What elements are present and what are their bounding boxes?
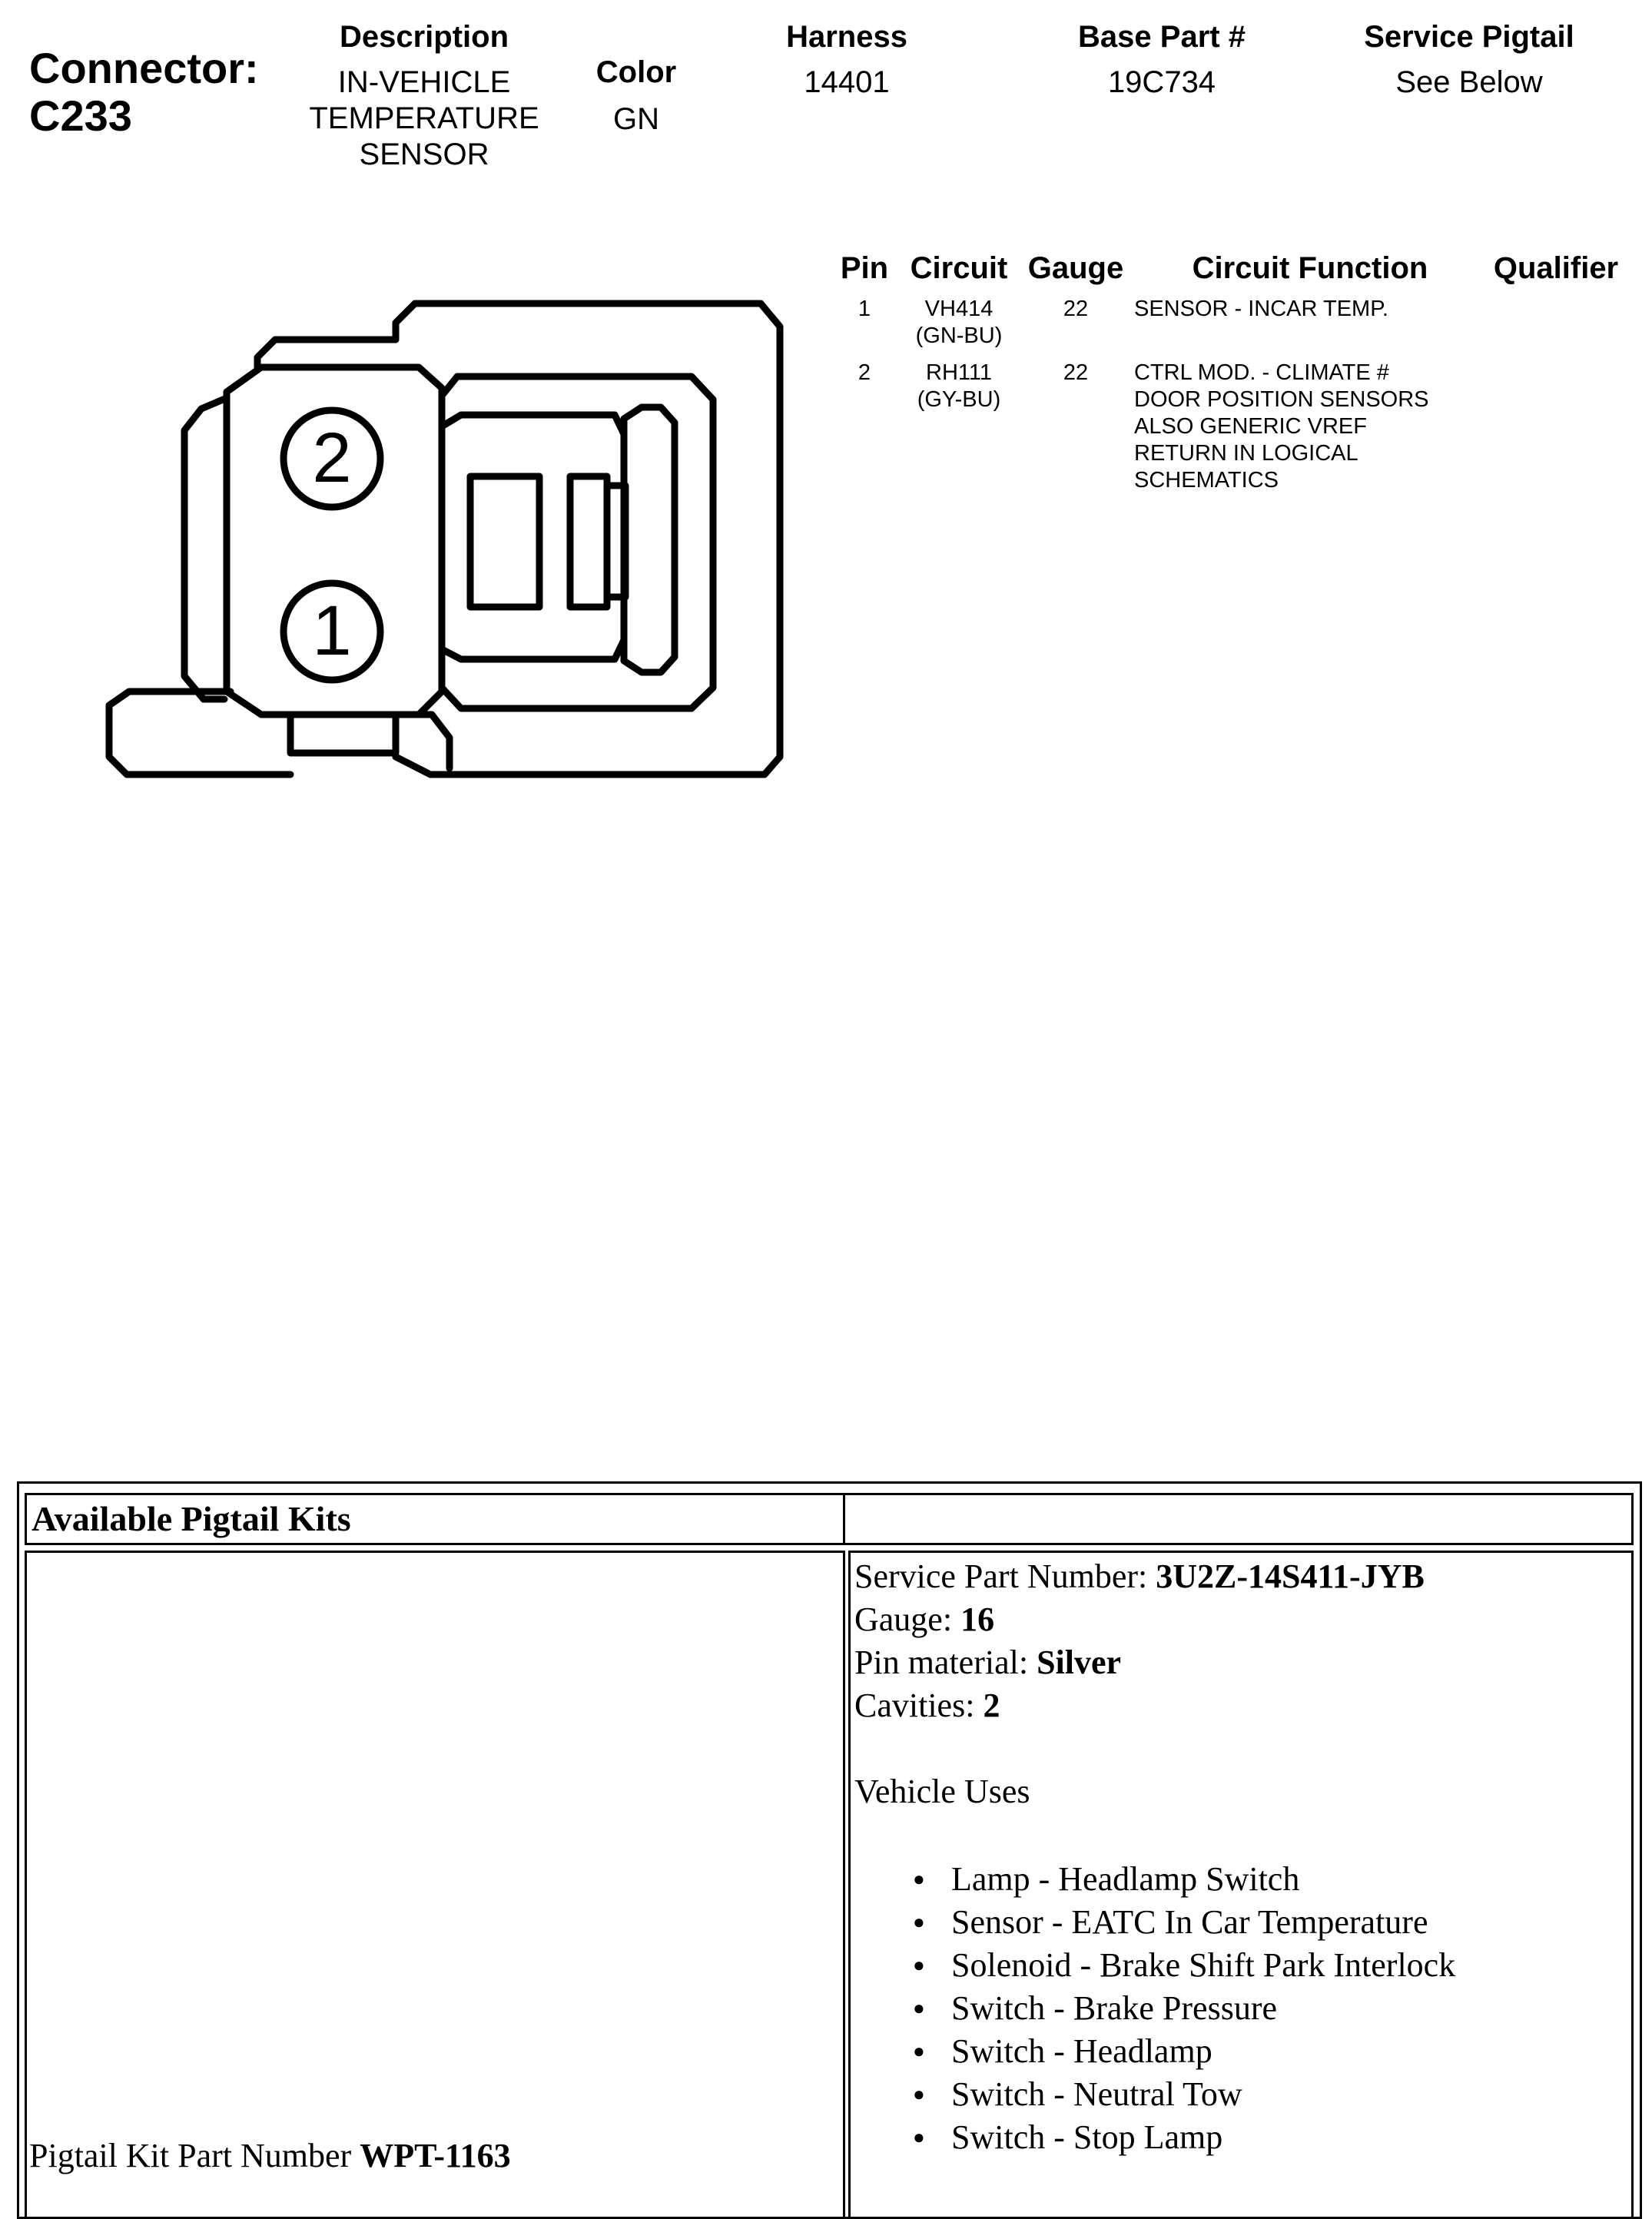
pin-table-pin: 1 (858, 297, 871, 321)
circuit-id: RH111 (926, 360, 992, 385)
connector-left-shoulder (184, 398, 227, 699)
pin-table-circuit (897, 296, 1020, 350)
connector-lock-tab (109, 692, 290, 774)
pigtail-kits-title: Available Pigtail Kits (32, 1499, 351, 1538)
description-header: Description (339, 20, 509, 54)
service-pigtail-header: Service Pigtail (1364, 20, 1574, 54)
pin-material-value: Silver (1037, 1644, 1122, 1681)
vehicle-uses-heading: Vehicle Uses (854, 1773, 1030, 1810)
circuit-color: (GN-BU) (915, 323, 1003, 348)
connector-lock-tab-inner (290, 715, 396, 753)
base-part-value: 19C734 (1107, 65, 1216, 99)
service-part-number (854, 1555, 1623, 1598)
pigtail-kits-title-blank (845, 1493, 1634, 1545)
description-line: TEMPERATURE (309, 101, 539, 135)
connector-housing-step (257, 303, 415, 367)
vehicle-uses-list (913, 1858, 1623, 2159)
color-header: Color (595, 55, 677, 89)
pin-table-header-function: Circuit Function (1192, 251, 1428, 285)
vehicle-use-item: ● Switch - Brake Pressure (913, 1987, 1623, 2030)
connector-key-tip (607, 486, 625, 597)
pin-table-gauge: 22 (1063, 360, 1089, 385)
gauge-label: Gauge: (854, 1600, 961, 1638)
color-value: GN (613, 102, 659, 136)
pin-material-label: Pin material: (854, 1644, 1037, 1681)
kit-part-value: WPT-1163 (360, 2137, 511, 2174)
connector-label: Connector: (29, 44, 259, 92)
pin-table-circuit (897, 360, 1020, 413)
connector-diagram (0, 0, 845, 807)
circuit-id: VH414 (924, 297, 994, 321)
description-line: IN-VEHICLE (337, 65, 511, 99)
vehicle-use-item: ● Solenoid - Brake Shift Park Interlock (913, 1944, 1623, 1987)
pin-table-function: SENSOR - INCAR TEMP. (1134, 297, 1388, 321)
pin-1-label: 1 (312, 592, 352, 670)
pin-table-header-pin: Pin (840, 251, 889, 285)
pigtail-kit-cell (25, 1551, 845, 2219)
connector-key-slot (470, 476, 539, 607)
kit-part-label: Pigtail Kit Part Number (29, 2137, 360, 2174)
vehicle-use-item: ● Lamp - Headlamp Switch (913, 1858, 1623, 1901)
service-part-label: Service Part Number: (854, 1557, 1156, 1595)
cavities-row (854, 1684, 1623, 1727)
pin-table-header-circuit: Circuit (910, 251, 1008, 285)
vehicle-use-item: ● Switch - Stop Lamp (913, 2116, 1623, 2159)
pigtail-details (854, 1555, 1623, 2159)
pin-table-gauge: 22 (1063, 297, 1089, 321)
pin-table-header-gauge: Gauge (1027, 251, 1124, 285)
pin-table-function: CTRL MOD. - CLIMATE # DOOR POSITION SENSORS ALSO GENERIC VREF RETURN IN LOGICAL SCHEMATICS (1134, 360, 1429, 493)
connector-latch-pill (624, 407, 675, 672)
gauge-row (854, 1598, 1623, 1641)
pigtail-kits-title-cell (25, 1493, 845, 1545)
connector-id: C233 (29, 91, 132, 140)
cavities-label: Cavities: (854, 1687, 984, 1724)
pin-table-header-qualifier: Qualifier (1493, 251, 1619, 285)
description-line: SENSOR (359, 138, 489, 171)
vehicle-use-item: ● Switch - Neutral Tow (913, 2073, 1623, 2116)
service-pigtail-value: See Below (1395, 65, 1543, 99)
harness-value: 14401 (804, 65, 890, 99)
pin-2-label: 2 (312, 419, 352, 497)
connector-key-post (570, 476, 607, 607)
pin-table-pin: 2 (858, 360, 871, 385)
service-part-value: 3U2Z-14S411-JYB (1156, 1557, 1425, 1595)
pigtail-kit-part-number (29, 2134, 836, 2178)
base-part-header: Base Part # (1078, 20, 1246, 54)
pin-material-row (854, 1641, 1623, 1684)
circuit-color: (GY-BU) (917, 387, 1001, 412)
cavities-value: 2 (983, 1687, 1000, 1724)
vehicle-use-item: ● Sensor - EATC In Car Temperature (913, 1901, 1623, 1944)
gauge-value: 16 (960, 1600, 995, 1638)
vehicle-use-item: ● Switch - Headlamp (913, 2030, 1623, 2073)
harness-header: Harness (786, 20, 907, 54)
